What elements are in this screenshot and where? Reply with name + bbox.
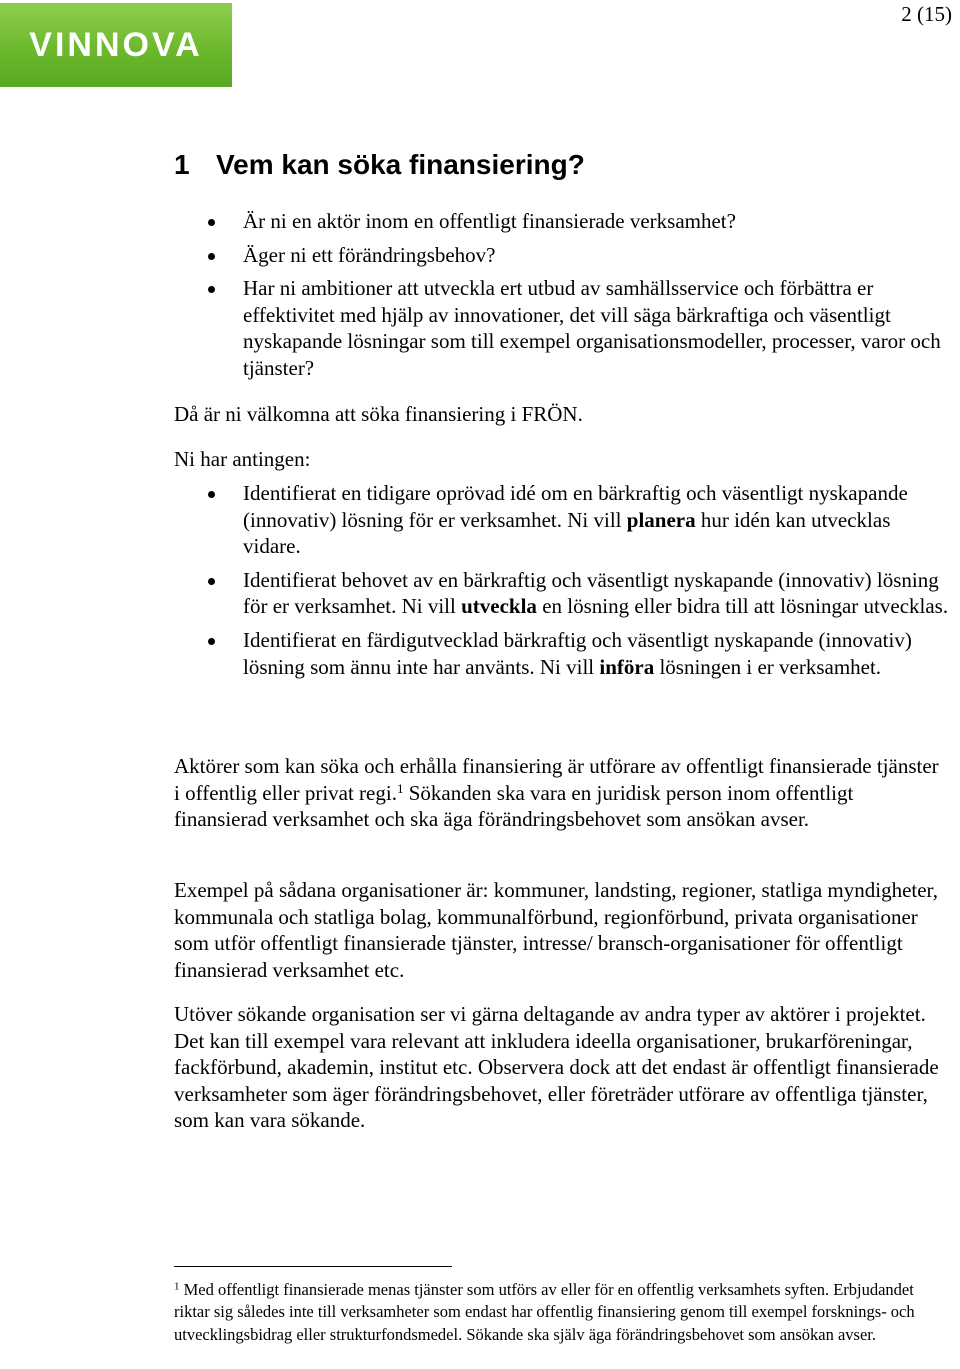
bullet-icon [208,219,215,226]
either-intro [174,446,944,473]
page-number: 2 (15) [901,2,952,26]
list-item [174,480,949,560]
other-actors-paragraph: Utöver sökande organisation ser vi gärna deltagande av andra typer av aktörer i projektet. Det kan till exempel vara relevant att inkludera ideella organisationer, brukarföreningar, fackförbund, akademin, institut etc. Observera dock att det endast är offentligt finansierade verksamheter som äger förändringsbehovet, eller företräder utförare av offentliga tjänster, som kan vara sökande. [174,1002,939,1133]
option-text: Identifierat en tidigare oprövad idé om en bärkraftig och väsentligt nyskapande (innovativ) lösning för er verksamhet. Ni vill [243,481,908,532]
footnote [174,1279,944,1346]
bullet-icon [208,286,215,293]
welcome-paragraph: Då är ni välkomna att söka finansiering i FRÖN. [174,402,583,426]
actors-text: Sökanden ska vara en juridisk person inom offentligt finansierad verksamhet och ska äga förändringsbehovet som ansökan avser. [174,780,854,832]
footnote-number: 1 [174,1280,180,1293]
examples-section [174,877,944,983]
actors-paragraph [174,753,944,833]
option-keyword: utveckla [461,594,537,619]
option-text: en lösning eller bidra till att lösningar utvecklas. [536,594,949,619]
actors-text: Aktörer som kan söka och erhålla finansiering är utförare av offentligt finansierade tjänster i offentlig eller privat regi. [174,754,939,805]
option-bullet-list [174,480,949,680]
footnote-divider [174,1266,452,1267]
footnote-text: Med offentligt finansierade menas tjänster som utförs av eller för en offentlig verksamhets syften. Erbjudandet riktar sig således inte till verksamheter som endast har offentlig finansiering genom till exempel forsknings- och utvecklingsbidrag eller strukturfondsmedel. Sökande ska själv äga förändringsbehovet som ansökan avser. [174,1280,915,1344]
list-item-text: Har ni ambitioner att utveckla ert utbud av samhällsservice och förbättra er effektivitet med hjälp av innovationer, det vill säga bärkraftiga och väsentligt nyskapande lösningar som till exempel organisationsmodeller, processer, varor och tjänster? [243,276,941,380]
option-keyword: införa [599,654,655,679]
bullet-icon [208,638,215,645]
other-actors-section [174,1001,944,1134]
option-text: Identifierat en färdigutvecklad bärkraftig och väsentligt nyskapande (innovativ) lösning som ännu inte har använts. Ni vill [243,627,912,679]
section-title: Vem kan söka finansiering? [216,149,585,180]
footnote-reference[interactable]: 1 [396,780,404,796]
welcome-text [174,401,944,428]
list-item [174,567,949,620]
list-item-text: Är ni en aktör inom en offentligt finansierade verksamhet? [243,209,736,233]
bullet-icon [208,253,215,260]
section-number: 1 [174,149,190,180]
option-text: Identifierat behovet av en bärkraftig och väsentligt nyskapande (innovativ) lösning för er verksamhet. Ni vill [243,567,939,619]
actors-section [174,753,944,833]
vinnova-logo-mark [16,25,216,65]
section-heading [174,146,585,184]
list-item [174,208,949,235]
list-item [174,627,949,680]
option-keyword: planera [626,507,696,532]
bullet-icon [208,578,215,585]
either-intro-paragraph: Ni har antingen: [174,447,311,471]
list-item [174,275,949,381]
logo-text: VINNOVA [29,26,203,64]
list-item-text: Äger ni ett förändringsbehov? [243,242,496,267]
option-text: hur idén kan utvecklas vidare. [243,507,891,559]
list-item [174,242,949,269]
bullet-icon [208,491,215,498]
intro-bullet-list [174,208,949,382]
option-text: lösningen i er verksamhet. [654,654,882,679]
examples-paragraph: Exempel på sådana organisationer är: kommuner, landsting, regioner, statliga myndigheter, kommunala och statliga bolag, kommunalförbund, regionförbund, privata organisationer som utför offentligt finansierade tjänster, intresse/ bransch-organisationer för offentligt finansierad verksamhet etc. [174,878,938,982]
vinnova-logo [0,3,232,87]
